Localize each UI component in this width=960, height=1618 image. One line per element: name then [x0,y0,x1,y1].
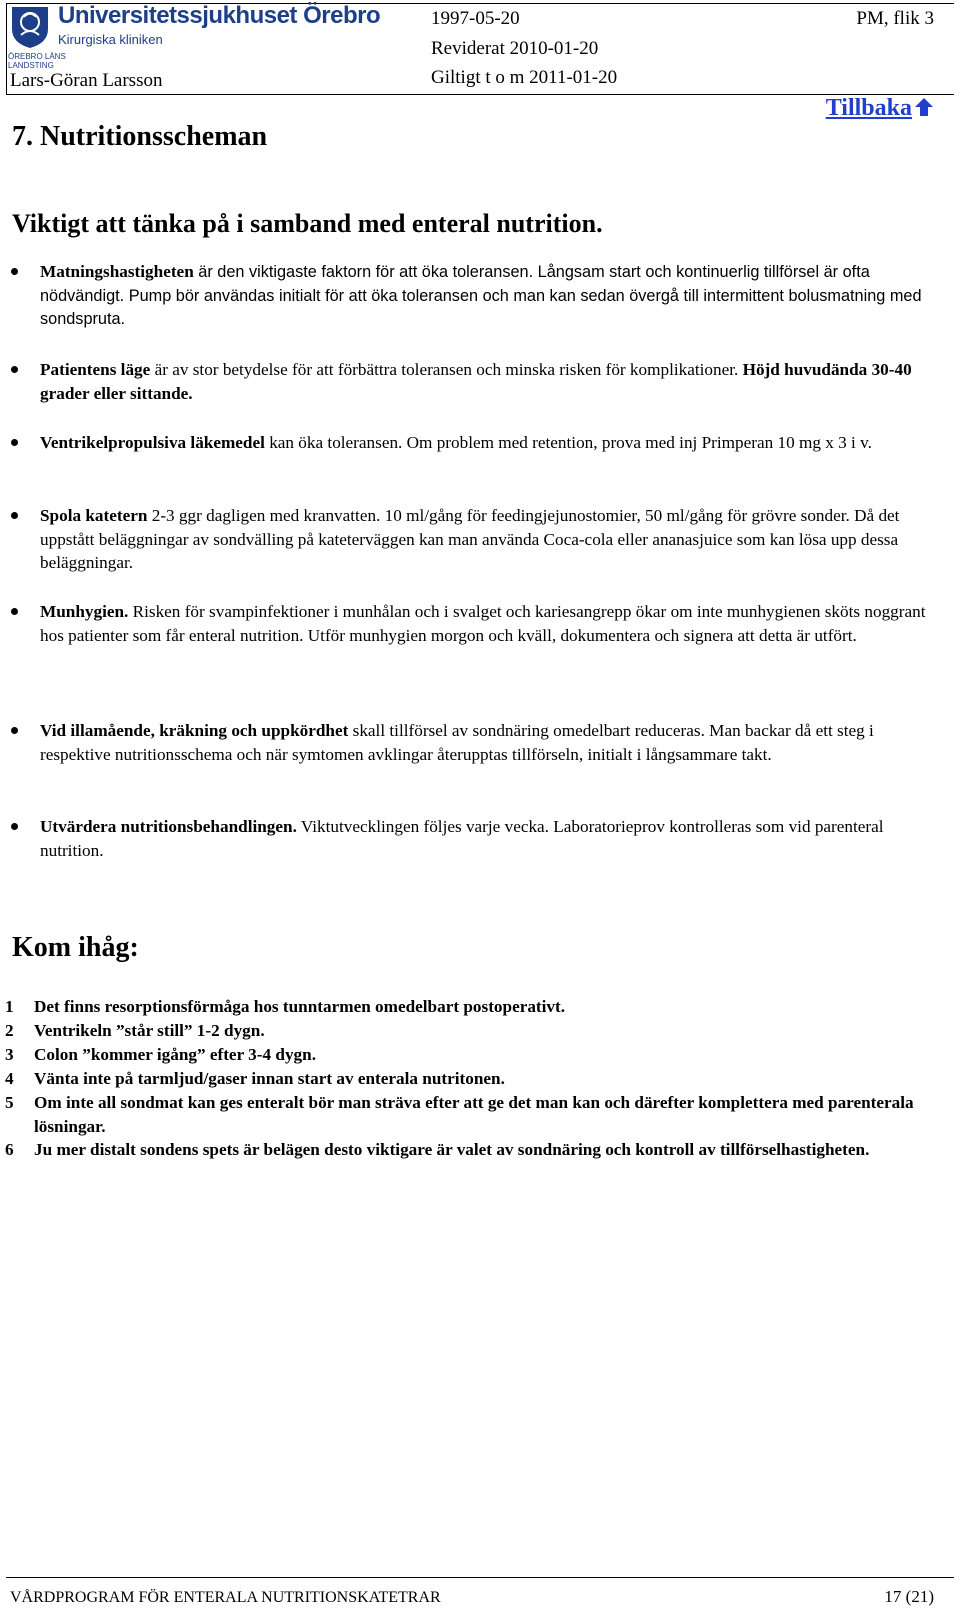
bullet-icon [11,366,18,373]
bullet-icon [11,439,18,446]
item-lead: Vid illamående, kräkning och uppkördhet [40,721,349,740]
item-lead: Spola katetern [40,506,148,525]
footer-document-title: VÅRDPROGRAM FÖR ENTERALA NUTRITIONSKATETRAR [10,1589,441,1606]
item-text: är den viktigaste faktorn för att öka toleransen. Långsam start och kontinuerlig tillförsel är ofta nödvändigt. Pump bör användas initialt för att öka toleransen och man kan sedan övergå till intermittent bolusmatning med sondspruta. [40,263,922,328]
bullet-icon [11,727,18,734]
page-number: 17 (21) [884,1587,934,1606]
arrow-up-icon[interactable] [914,97,934,117]
bullet-icon [11,608,18,615]
county-name: ÖREBRO LÄNS LANDSTING [8,52,66,70]
bullet-icon [11,823,18,830]
item-text: Viktutvecklingen följes varje vecka. Laboratorieprov kontrolleras som vid parenteral nutrition. [40,817,884,860]
item-lead: Munhygien. [40,602,129,621]
footer-divider [6,1577,954,1578]
item-number: 5 [5,1093,14,1112]
item-text: Det finns resorptionsförmåga hos tunntarmen omedelbart postoperativt. [34,997,566,1016]
item-text: Om inte all sondmat kan ges enteralt bör man sträva efter att ge det man kan och därefter komplettera med parenterala lösningar. [34,1093,914,1136]
item-emphasis: Höjd huvudända 30-40 grader eller sittande. [40,360,912,403]
section-title: 7. Nutritionsscheman [12,121,268,152]
item-text: Colon ”kommer igång” efter 3-4 dygn. [34,1045,316,1064]
item-text: Ventrikeln ”står still” 1-2 dygn. [34,1021,265,1040]
bullet-icon [11,268,18,275]
date-revised: Reviderat 2010-01-20 [431,38,599,59]
item-number: 6 [5,1140,14,1159]
header-divider [6,94,954,95]
date-valid: Giltigt t o m 2011-01-20 [431,67,618,88]
section-reference: PM, flik 3 [856,8,934,29]
item-text: Risken för svampinfektioner i munhålan och i svalget och kariesangrepp ökar om inte munhygienen sköts noggrant hos patienter som får enteral nutrition. Utför munhygien morgon och kväll, dokumentera och signera att detta är utfört. [40,602,926,645]
org-name: Universitetssjukhuset Örebro [58,2,381,29]
department-name: Kirurgiska kliniken [58,32,163,47]
hospital-logo-icon [10,5,50,49]
item-text: kan öka toleransen. Om problem med retention, prova med inj Primperan 10 mg x 3 i v. [264,433,872,452]
item-lead: Ventrikelpropulsiva läkemedel [40,433,265,452]
item-number: 1 [5,997,14,1016]
date-created: 1997-05-20 [431,8,520,29]
section-subtitle: Viktigt att tänka på i samband med enteral nutrition. [12,209,603,238]
item-lead: Matningshastigheten [40,262,194,281]
item-text: Vänta inte på tarmljud/gaser innan start av enterala nutritonen. [34,1069,505,1088]
item-lead: Patientens läge [40,360,151,379]
item-text: Ju mer distalt sondens spets är belägen desto viktigare är valet av sondnäring och kontroll av tillförselhastigheten. [34,1140,870,1159]
item-number: 2 [5,1021,14,1040]
item-number: 3 [5,1045,14,1064]
item-text: skall tillförsel av sondnäring omedelbart reduceras. Man backar då ett steg i respektive nutritionsschema och när symtomen avklingar återupptas tillförseln, initialt i långsammare takt. [40,721,874,764]
back-link[interactable] [826,95,934,122]
back-link-label[interactable]: Tillbaka [825,95,912,121]
item-text: 2-3 ggr dagligen med kranvatten. 10 ml/gång för feedingjejunostomier, 50 ml/gång för grövre sonder. Då det uppstått beläggningar av sondvälling på kateterväggen kan man använda Coca-cola eller ananasjuice som kan lösa upp dessa beläggningar. [40,506,900,572]
item-text: är av stor betydelse för att förbättra toleransen och minska risken för komplikationer. [150,360,743,379]
item-lead: Utvärdera nutritionsbehandlingen. [40,817,297,836]
item-number: 4 [5,1069,14,1088]
bullet-icon [11,512,18,519]
remember-heading: Kom ihåg: [12,932,139,963]
author-name: Lars-Göran Larsson [10,70,163,91]
